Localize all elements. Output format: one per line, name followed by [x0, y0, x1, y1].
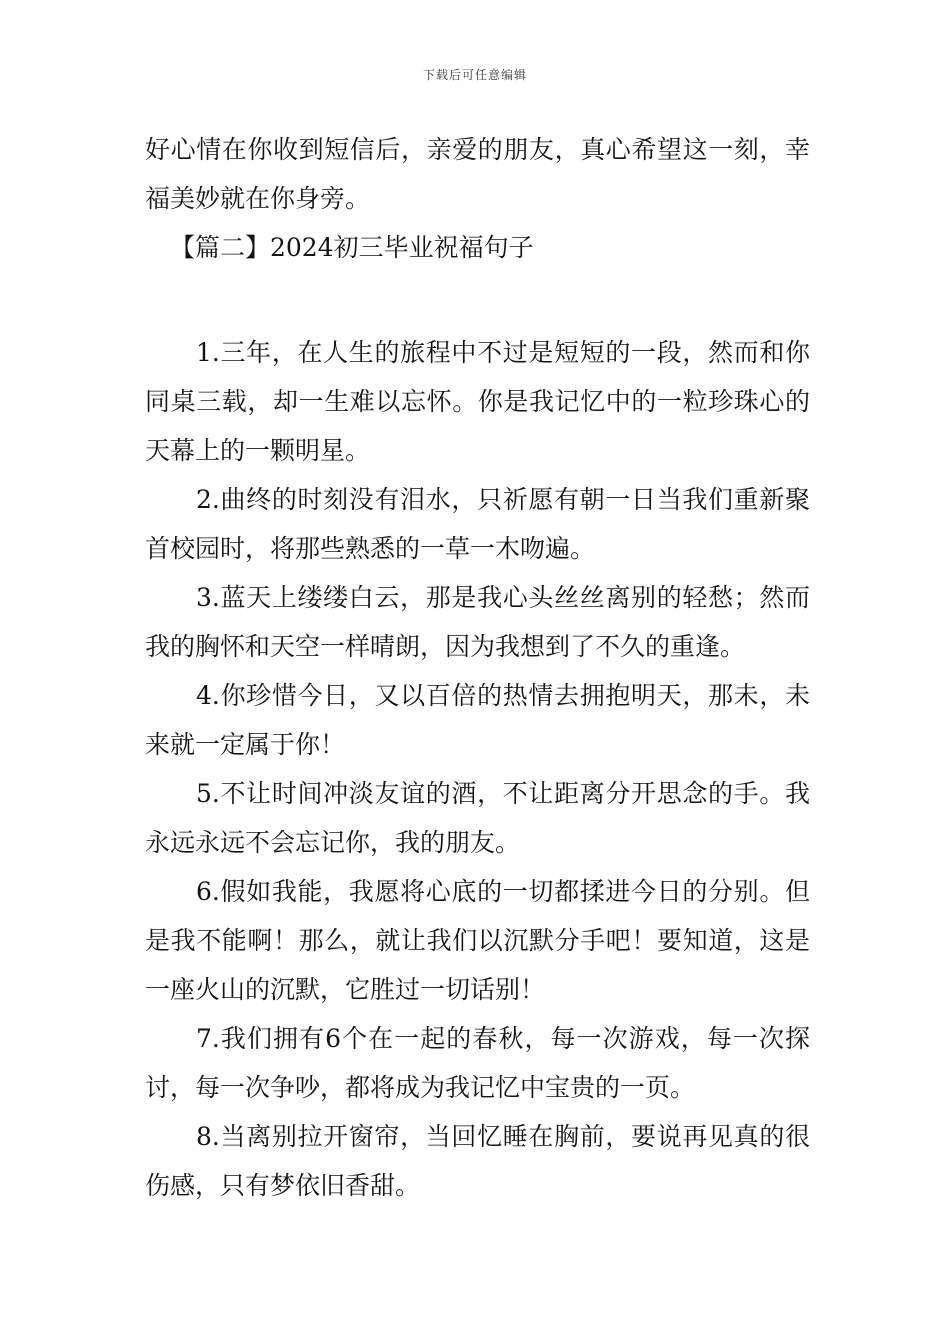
- page-header: 下载后可任意编辑: [422, 68, 527, 82]
- list-item: 2.曲终的时刻没有泪水，只祈愿有朝一日当我们重新聚首校园时，将那些熟悉的一草一木吻遍。: [145, 485, 810, 563]
- list-item: 7.我们拥有6个在一起的春秋，每一次游戏，每一次探讨，每一次争吵，都将成为我记忆中宝贵的一页。: [145, 1024, 810, 1102]
- list-item: 1.三年，在人生的旅程中不过是短短的一段，然而和你同桌三载，却一生难以忘怀。你是我记忆中的一粒珍珠心的天幕上的一颗明星。: [145, 338, 810, 465]
- section-title: 【篇二】2024初三毕业祝福句子: [170, 233, 534, 262]
- list-item: 6.假如我能，我愿将心底的一切都揉进今日的分别。但是我不能啊！那么，就让我们以沉默分手吧！要知道，这是一座火山的沉默，它胜过一切话别！: [145, 877, 810, 1004]
- section-spacer: [145, 272, 810, 328]
- document-body: [145, 125, 810, 1210]
- list-item: 8.当离别拉开窗帘，当回忆睡在胸前，要说再见真的很伤感，只有梦依旧香甜。: [145, 1122, 810, 1200]
- intro-paragraph: 好心情在你收到短信后，亲爱的朋友，真心希望这一刻，幸福美妙就在你身旁。: [145, 135, 810, 213]
- list-item: 5.不让时间冲淡友谊的酒，不让距离分开思念的手。我永远永远不会忘记你，我的朋友。: [145, 779, 810, 857]
- list-item: 3.蓝天上缕缕白云，那是我心头丝丝离别的轻愁；然而我的胸怀和天空一样晴朗，因为我想到了不久的重逢。: [145, 583, 810, 661]
- list-item: 4.你珍惜今日，又以百倍的热情去拥抱明天，那未，未来就一定属于你！: [145, 681, 810, 759]
